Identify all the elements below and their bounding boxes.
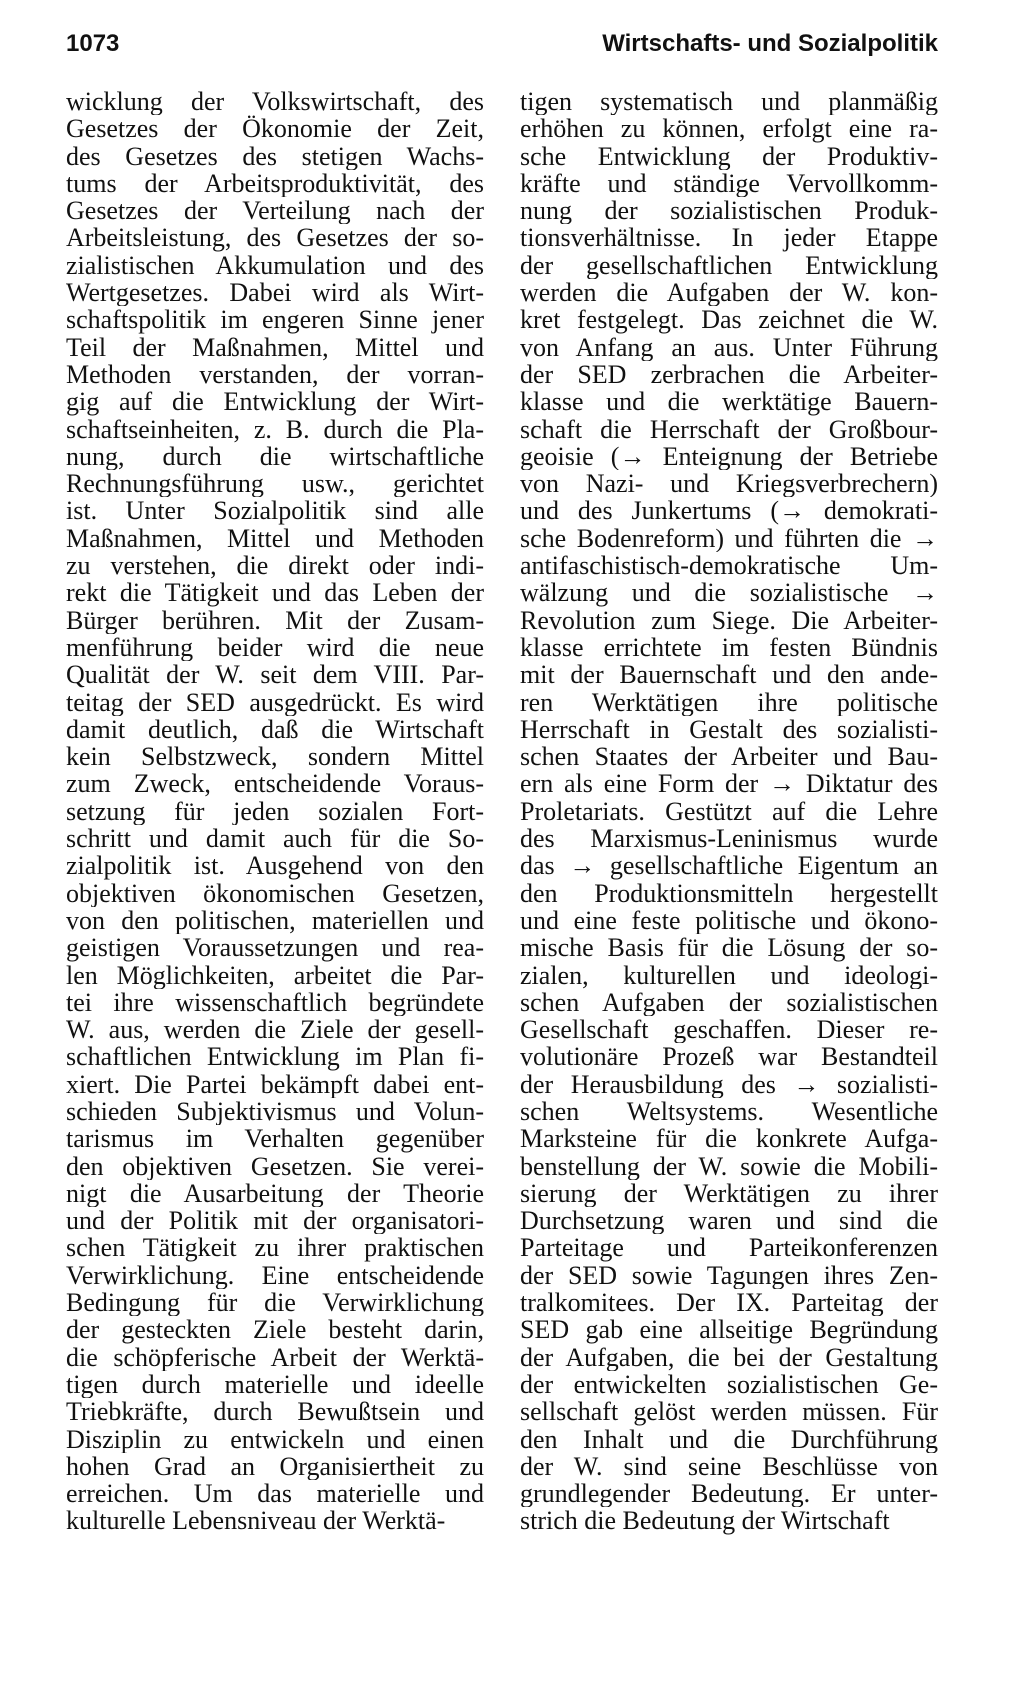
text-line: der entwickelten sozialistischen Ge- [520,1370,938,1399]
text-line: der W. sind seine Beschlüsse von [520,1452,938,1481]
text-line: Teil der Maßnahmen, Mittel und [66,333,484,361]
text-line: Methoden verstanden, der vorran- [66,360,484,389]
text-line: Disziplin zu entwickeln und einen [66,1425,484,1453]
text-line: xiert. Die Partei bekämpft dabei ent- [66,1070,484,1098]
text-line: Bedingung für die Verwirklichung [66,1289,484,1317]
text-line: strich die Bedeutung der Wirtschaft [520,1507,890,1535]
text-line: nung, durch die wirtschaftliche [66,442,484,471]
text-line: Arbeitsleistung, des Gesetzes der so- [66,224,484,252]
text-line: schaft die Herrschaft der Großbour- [520,415,938,443]
text-line: kein Selbstzweck, sondern Mittel [66,743,484,771]
text-line: rekt die Tätigkeit und das Leben der [66,579,484,607]
text-line: objektiven ökonomischen Gesetzen, [66,879,484,907]
text-line: mit der Bauernschaft und den ande- [520,661,938,689]
text-line: der SED zerbrachen die Arbeiter- [520,360,938,389]
text-line: klasse und die werktätige Bauern- [520,388,938,416]
text-line: kulturelle Lebensniveau der Werktä- [66,1507,446,1535]
text-line: ern als eine Form der → Diktatur des [520,770,938,798]
right-text-column [520,88,938,1535]
text-line: der Herausbildung des → sozialisti- [520,1070,938,1098]
text-line: schen Weltsystems. Wesentliche [520,1097,938,1126]
text-line: tigen systematisch und planmäßig [520,88,938,116]
text-line: SED gab eine allseitige Begründung [520,1316,938,1344]
text-line: schen Staates der Arbeiter und Bau- [520,743,938,771]
page-number: 1073 [66,30,120,57]
text-line: zialen, kulturellen und ideologi- [520,961,938,989]
text-line: von Anfang an aus. Unter Führung [520,333,938,361]
text-line: tigen durch materielle und ideelle [66,1370,484,1399]
text-line: Durchsetzung waren und sind die [520,1207,938,1235]
text-line: der SED sowie Tagungen ihres Zen- [520,1261,938,1290]
text-line: wicklung der Volkswirtschaft, des [66,88,484,116]
text-line: zialistischen Akkumulation und des [66,251,484,280]
text-line: len Möglichkeiten, arbeitet die Par- [66,961,484,989]
text-line: kräfte und ständige Vervollkomm- [520,169,938,198]
text-line: zum Zweck, entscheidende Voraus- [66,770,484,798]
text-line: tums der Arbeitsproduktivität, des [66,169,484,198]
text-line: zu verstehen, die direkt oder indi- [66,552,484,580]
text-line: der gesteckten Ziele besteht darin, [66,1316,484,1344]
text-line: und des Junkertums (→ demokrati- [520,497,938,525]
text-line: Gesellschaft geschaffen. Dieser re- [520,1016,938,1044]
text-line: Proletariats. Gestützt auf die Lehre [520,797,938,826]
text-line: Bürger berühren. Mit der Zusam- [66,606,484,634]
text-line: erhöhen zu können, erfolgt eine ra- [520,115,938,143]
text-line: nigt die Ausarbeitung der Theorie [66,1179,484,1208]
text-line: wälzung und die sozialistische → [520,579,938,607]
left-text-column [66,88,484,1535]
text-line: gig auf die Entwicklung der Wirt- [66,388,484,416]
text-line: von den politischen, materiellen und [66,906,484,935]
text-line: Marksteine für die konkrete Aufga- [520,1125,938,1153]
text-line: schieden Subjektivismus und Volun- [66,1097,484,1126]
text-line: mische Basis für die Lösung der so- [520,934,938,962]
text-line: geoisie (→ Enteignung der Betriebe [520,442,938,471]
text-line: sierung der Werktätigen zu ihrer [520,1179,938,1208]
text-line: Triebkräfte, durch Bewußtsein und [66,1398,484,1426]
text-line: sche Bodenreform) und führten die → [520,524,938,553]
text-line: W. aus, werden die Ziele der gesell- [66,1016,484,1044]
text-line: grundlegender Bedeutung. Er unter- [520,1480,938,1508]
text-line: Herrschaft in Gestalt des sozialisti- [520,715,938,744]
text-line: Parteitage und Parteikonferenzen [520,1234,938,1262]
text-line: der gesellschaftlichen Entwicklung [520,251,938,280]
text-line: schaftspolitik im engeren Sinne jener [66,306,484,334]
text-line: den Produktionsmitteln hergestellt [520,879,938,907]
page-header [66,30,938,70]
text-line: geistigen Voraussetzungen und rea- [66,934,484,962]
text-line: und eine feste politische und ökono- [520,906,938,935]
text-line: teitag der SED ausgedrückt. Es wird [66,688,484,716]
text-line: hohen Grad an Organisiertheit zu [66,1452,484,1481]
text-line: benstellung der W. sowie die Mobili- [520,1152,938,1180]
text-line: tarismus im Verhalten gegenüber [66,1125,484,1153]
text-line: werden die Aufgaben der W. kon- [520,279,938,307]
text-line: ren Werktätigen ihre politische [520,688,938,716]
text-line: antifaschistisch-demokratische Um- [520,552,938,580]
text-line: setzung für jeden sozialen Fort- [66,797,484,826]
text-line: schen Tätigkeit zu ihrer praktischen [66,1234,484,1262]
text-line: zialpolitik ist. Ausgehend von den [66,852,484,880]
text-line: menführung beider wird die neue [66,633,484,662]
text-line: von Nazi- und Kriegsverbrechern) [520,470,938,498]
text-line: Qualität der W. seit dem VIII. Par- [66,661,484,689]
text-line: die schöpferische Arbeit der Werktä- [66,1343,484,1371]
text-line: nung der sozialistischen Produk- [520,197,938,225]
text-line: der Aufgaben, die bei der Gestaltung [520,1343,938,1371]
text-line: Gesetzes der Verteilung nach der [66,197,484,225]
text-line: des Marxismus-Leninismus wurde [520,825,938,853]
text-line: des Gesetzes des stetigen Wachs- [66,142,484,170]
text-line: sellschaft gelöst werden müssen. Für [520,1398,938,1426]
text-line: Verwirklichung. Eine entscheidende [66,1261,484,1290]
text-line: Wertgesetzes. Dabei wird als Wirt- [66,279,484,307]
text-line: tralkomitees. Der IX. Parteitag der [520,1289,938,1317]
text-line: Revolution zum Siege. Die Arbeiter- [520,606,938,634]
text-line: erreichen. Um das materielle und [66,1480,484,1508]
text-line: Rechnungsführung usw., gerichtet [66,470,484,498]
text-line: tei ihre wissenschaftlich begründete [66,988,484,1017]
text-line: das → gesellschaftliche Eigentum an [520,852,938,880]
text-line: Gesetzes der Ökonomie der Zeit, [66,115,484,143]
text-line: ist. Unter Sozialpolitik sind alle [66,497,484,525]
text-line: damit deutlich, daß die Wirtschaft [66,715,484,744]
text-line: sche Entwicklung der Produktiv- [520,142,938,170]
text-line: schaftlichen Entwicklung im Plan fi- [66,1043,484,1071]
text-line: Maßnahmen, Mittel und Methoden [66,524,484,553]
text-line: schritt und damit auch für die So- [66,825,484,853]
text-line: tionsverhältnisse. In jeder Etappe [520,224,938,252]
running-title: Wirtschafts- und Sozialpolitik [602,30,938,57]
text-line: schaftseinheiten, z. B. durch die Pla- [66,415,484,443]
text-line: klasse errichtete im festen Bündnis [520,633,938,662]
text-line: den objektiven Gesetzen. Sie verei- [66,1152,484,1180]
text-line: schen Aufgaben der sozialistischen [520,988,938,1017]
text-line: und der Politik mit der organisatori- [66,1207,484,1235]
text-line: kret festgelegt. Das zeichnet die W. [520,306,938,334]
text-line: den Inhalt und die Durchführung [520,1425,938,1453]
text-line: volutionäre Prozeß war Bestandteil [520,1043,938,1071]
